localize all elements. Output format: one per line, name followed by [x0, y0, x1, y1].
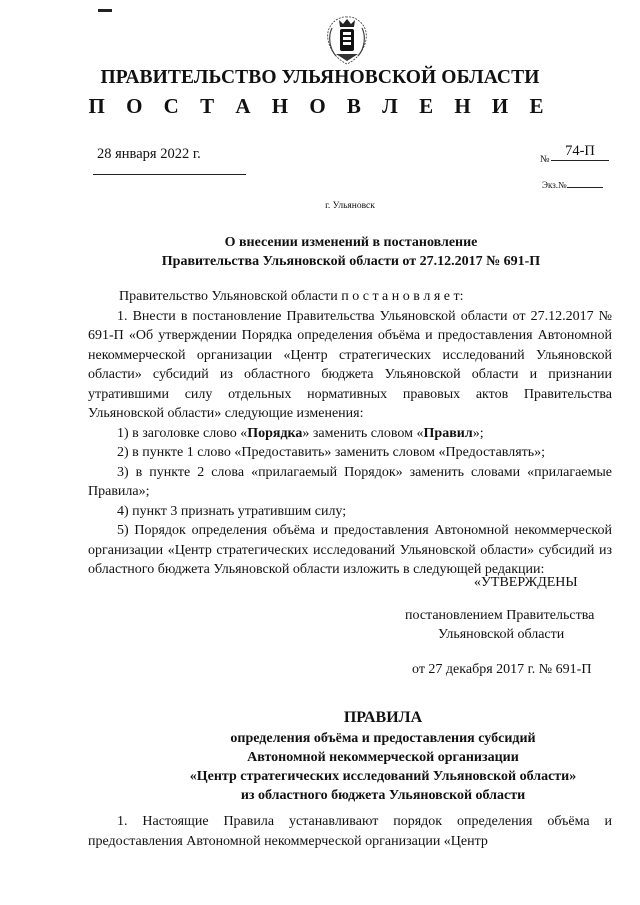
item1-text-b: Порядка: [247, 425, 303, 441]
rules-subtitle-3: «Центр стратегических исследований Ульяновской области»: [189, 769, 577, 784]
copy-number-line: [567, 179, 603, 188]
copy-number: [542, 179, 603, 190]
document-type: П О С Т А Н О В Л Е Н И Е: [88, 94, 552, 118]
intro-paragraph: Правительство Ульяновской области п о с т а н о в л я е т:: [119, 289, 464, 304]
item1-text-c: » заменить словом «: [302, 425, 424, 441]
rules-heading: ПРАВИЛА: [343, 709, 423, 726]
list-item-3: 3) в пункте 2 слова «прилагаемый Порядок» заменить словами «прилагаемые Правила»;: [88, 464, 612, 499]
item1-text-e: »;: [472, 425, 484, 441]
approval-line3: Ульяновской области: [438, 627, 565, 642]
document-number: 74-П: [551, 143, 609, 161]
approval-line2: постановлением Правительства: [405, 608, 595, 623]
rules-body: [88, 812, 612, 851]
approval-line4: от 27 декабря 2017 г. № 691-П: [412, 662, 592, 677]
list-item-2: 2) в пункте 1 слово «Предоставить» заменить словом «Предоставлять»;: [117, 445, 546, 460]
list-item-4: 4) пункт 3 признать утратившим силу;: [117, 503, 347, 519]
rules-paragraph-1: 1. Настоящие Правила устанавливают порядок определения объёма и предоставления Автономной некоммерческой организации «Центр: [88, 814, 612, 849]
list-item-1: [88, 424, 612, 444]
item1-text-a: 1) в заголовке слово «: [117, 425, 248, 441]
number-label: №: [540, 154, 550, 165]
item1-text-d: Правил: [423, 425, 473, 441]
rules-subtitle-4: из областного бюджета Ульяновской области: [240, 788, 526, 803]
paragraph-1: 1. Внести в постановление Правительства Ульяновской области от 27.12.2017 № 691-П «Об утверждении Порядка определения объёма и предоставления Автономной некоммерческой организации «Центр стратегических исследований Ульяновской области» субсидий из областного бюджета Ульяновской области и признании утратившими силу отдельных нормативных правовых актов Правительства Ульяновской области» следующие изменения:: [88, 308, 612, 421]
list-item-5: 5) Порядок определения объёма и предоставления Автономной некоммерческой организации «Центр стратегических исследований Ульяновской области» субсидий из областного бюджета Ульяновской области изложить в следующей редакции:: [88, 523, 612, 577]
rules-subtitle-2: Автономной некоммерческой организации: [247, 750, 519, 765]
organization-title: ПРАВИТЕЛЬСТВО УЛЬЯНОВСКОЙ ОБЛАСТИ: [100, 67, 540, 88]
document-date: 28 января 2022 г.: [97, 146, 201, 162]
top-mark: [98, 9, 112, 12]
coat-of-arms-icon: [322, 14, 372, 66]
city: г. Ульяновск: [325, 201, 375, 211]
approval-line1: «УТВЕРЖДЕНЫ: [474, 575, 578, 590]
document-title-line2: Правительства Ульяновской области от 27.12.2017 № 691-П: [161, 254, 541, 269]
date-underline: [93, 174, 246, 175]
rules-subtitle-1: определения объёма и предоставления субсидий: [230, 731, 536, 746]
copy-label: Экз.№: [542, 180, 567, 190]
document-title-line1: О внесении изменений в постановление: [224, 235, 478, 250]
document-body: [88, 287, 612, 580]
